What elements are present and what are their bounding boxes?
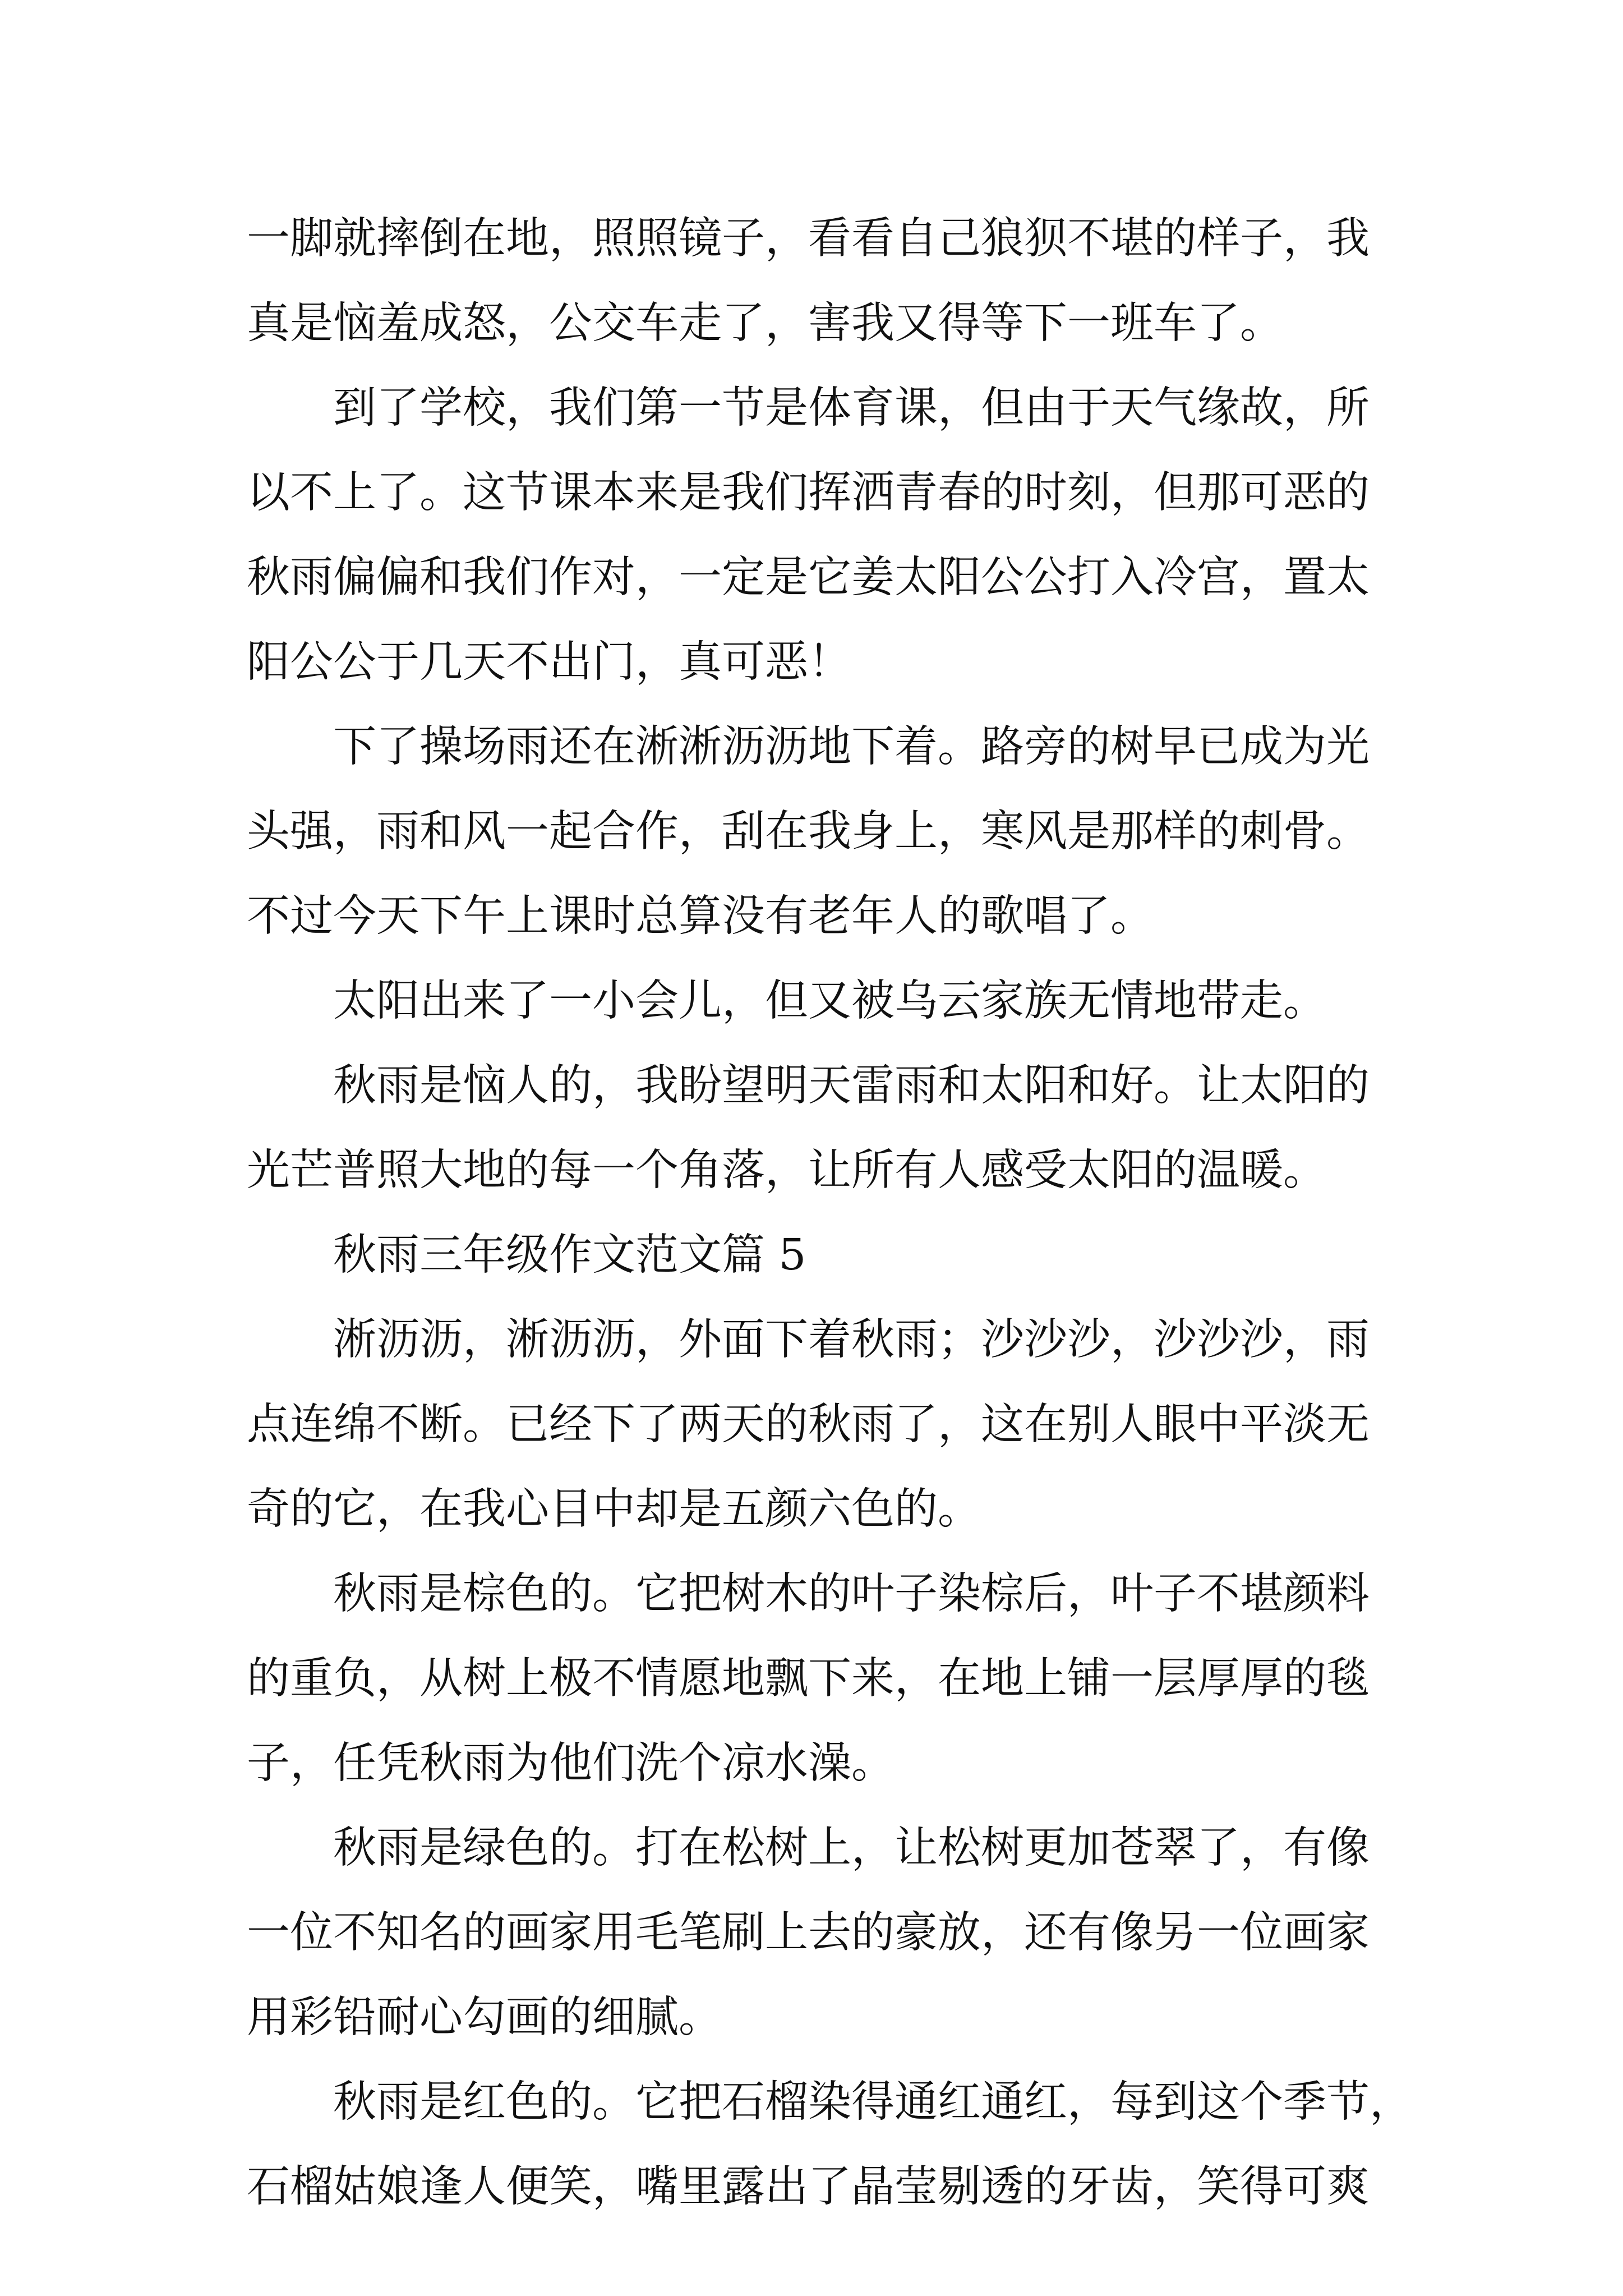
text-line: 一位不知名的画家用毛笔刷上去的豪放，还有像另一位画家 [247, 1908, 1370, 1958]
text-line: 一脚就摔倒在地，照照镜子，看看自己狼狈不堪的样子，我 [247, 214, 1370, 264]
paragraph [247, 1552, 1385, 1806]
text-line: 真是恼羞成怒，公交车走了，害我又得等下一班车了。 [247, 298, 1283, 348]
text-line: 秋雨是恼人的，我盼望明天雷雨和太阳和好。让太阳的 [333, 1061, 1370, 1111]
paragraph [247, 1806, 1385, 2060]
text-line: 到了学校，我们第一节是体育课，但由于天气缘故，所 [333, 383, 1370, 433]
text-line: 石榴姑娘逢人便笑，嘴里露出了晶莹剔透的牙齿，笑得可爽 [247, 2162, 1370, 2212]
text-line: 阳公公于几天不出门，真可恶！ [247, 637, 851, 687]
text-line: 点连绵不断。已经下了两天的秋雨了，这在别人眼中平淡无 [247, 1400, 1370, 1450]
text-line: 用彩铅耐心勾画的细腻。 [247, 1993, 722, 2042]
paragraph [247, 705, 1385, 959]
text-line: 秋雨是绿色的。打在松树上，让松树更加苍翠了，有像 [333, 1823, 1370, 1873]
paragraph [247, 1297, 1385, 1552]
text-line: 太阳出来了一小会儿，但又被乌云家族无情地带走。 [333, 976, 1326, 1026]
paragraph [247, 959, 1385, 1043]
paragraph [247, 2060, 1413, 2229]
heading-line: 秋雨三年级作文范文篇 5 [333, 1230, 806, 1280]
text-line: 不过今天下午上课时总算没有老年人的歌唱了。 [247, 891, 1154, 941]
text-line: 光芒普照大地的每一个角落，让所有人感受太阳的温暖。 [247, 1145, 1326, 1195]
paragraph [247, 196, 1385, 366]
section-heading [247, 1213, 1385, 1297]
text-line: 秋雨是红色的。它把石榴染得通红通红，每到这个季节， [333, 2077, 1413, 2127]
text-line: 秋雨偏偏和我们作对，一定是它姜太阳公公打入冷宫，置太 [247, 553, 1370, 602]
paragraph [247, 1043, 1385, 1213]
text-line: 的重负，从树上极不情愿地飘下来，在地上铺一层厚厚的毯 [247, 1654, 1370, 1704]
text-line: 淅沥沥，淅沥沥，外面下着秋雨；沙沙沙，沙沙沙，雨 [333, 1315, 1370, 1365]
text-line: 以不上了。这节课本来是我们挥洒青春的时刻，但那可恶的 [247, 468, 1370, 518]
text-line: 子，任凭秋雨为他们洗个凉水澡。 [247, 1738, 895, 1788]
text-line: 奇的它，在我心目中却是五颜六色的。 [247, 1484, 981, 1534]
text-line: 秋雨是棕色的。它把树木的叶子染棕后，叶子不堪颜料 [333, 1569, 1370, 1619]
text-line: 下了操场雨还在淅淅沥沥地下着。路旁的树早已成为光 [333, 722, 1370, 772]
paragraph [247, 366, 1385, 705]
article-body [247, 196, 1413, 2229]
text-line: 头强，雨和风一起合作，刮在我身上，寒风是那样的刺骨。 [247, 807, 1370, 857]
